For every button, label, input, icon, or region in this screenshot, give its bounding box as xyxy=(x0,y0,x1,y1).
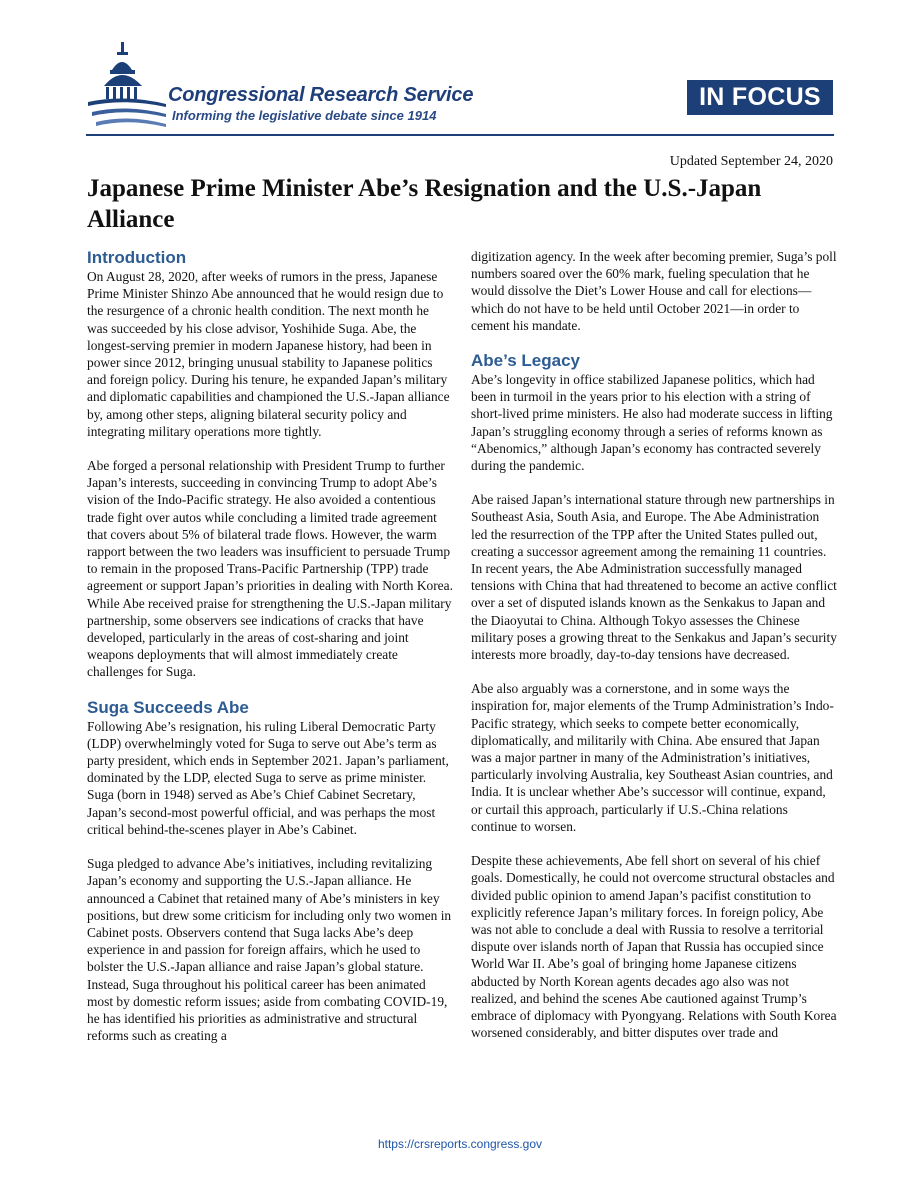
section-heading-suga-succeeds-abe: Suga Succeeds Abe xyxy=(87,697,249,717)
in-focus-badge: IN FOCUS xyxy=(687,80,833,115)
right-column xyxy=(471,248,837,1058)
paragraph: digitization agency. In the week after becoming premier, Suga’s poll numbers soared over the 60% mark, fueling speculation that he would dissolve the Diet’s Lower House and call for elections—which do not have to be held until October 2021—in order to cement his mandate. xyxy=(471,249,837,333)
paragraph: Suga pledged to advance Abe’s initiatives, including revitalizing Japan’s economy and supporting the U.S.-Japan alliance. He announced a Cabinet that retained many of Abe’s ministers in key positions, but drew some criticism for including only two women in Cabinet posts. Observers contend that Suga lacks Abe’s deep experience in and passion for foreign affairs, which he used to bolster the U.S.-Japan alliance and raise Japan’s global stature. Instead, Suga throughout his political career has been animated most by domestic reform issues; aside from combating COVID-19, he has identified his priorities as administrative and structural reforms such as creating a xyxy=(87,856,452,1044)
footer-link[interactable]: https://crsreports.congress.gov xyxy=(377,1137,543,1151)
page-header xyxy=(0,0,920,140)
paragraph: On August 28, 2020, after weeks of rumors in the press, Japanese Prime Minister Shinzo Abe announced that he would resign due to the resurgence of a chronic health condition. The next month he was succeeded by his close advisor, Yoshihide Suga. Abe, the longest-serving premier in modern Japanese history, had been in power since 2012, bringing unusual stability to Japanese politics and foreign policy. During his tenure, he expanded Japan’s military and diplomatic capabilities and championed the U.S.-Japan alliance by, among other steps, aligning bilateral security policy and integrating military operations more tightly. xyxy=(87,269,450,439)
paragraph: Following Abe’s resignation, his ruling Liberal Democratic Party (LDP) overwhelmingly voted for Suga to serve out Abe’s term as party president, which ends in September 2021. Japan’s parliament, dominated by the LDP, elected Suga to serve as prime minister. Suga (born in 1948) served as Abe’s Chief Cabinet Secretary, Japan’s second-most powerful official, and was perhaps the most critical behind-the-scenes player in Abe’s Cabinet. xyxy=(87,718,449,837)
page-title: Japanese Prime Minister Abe’s Resignation and the U.S.-Japan Alliance xyxy=(87,175,762,233)
left-column xyxy=(87,248,453,1061)
section-heading-abes-legacy: Abe’s Legacy xyxy=(471,351,580,371)
header-divider xyxy=(86,134,834,136)
org-tagline: Informing the legislative debate since 1914 xyxy=(172,108,437,123)
org-name: Congressional Research Service xyxy=(168,84,474,106)
capitol-dome-icon xyxy=(86,40,166,130)
paragraph: Abe’s longevity in office stabilized Japanese politics, which had been in turmoil in the years prior to his election with a string of short-lived prime ministers. He also had moderate success in lifting Japan’s struggling economy through a series of reforms known as “Abenomics,” although Japan’s economy has contracted severely during the pandemic. xyxy=(471,372,833,474)
section-heading-introduction: Introduction xyxy=(87,248,187,267)
paragraph: Abe forged a personal relationship with President Trump to further Japan’s interests, succeeding in convincing Trump to adopt Abe’s vision of the Indo-Pacific strategy. He also avoided a contentious trade fight over autos while concluding a limited trade agreement that covers about 5% of bilateral trade flows. However, the warm rapport between the two leaders was insufficient to persuade Trump to remain in the proposed Trans-Pacific Partnership (TPP) trade agreement or support Japan’s priorities in dealing with North Korea. While Abe received praise for strengthening the U.S.-Japan military partnership, some observers see indications of cracks that have developed, particularly in the areas of cost-sharing and joint weapons deployments that will almost immediately create challenges for Suga. xyxy=(87,458,453,680)
paragraph: Abe also arguably was a cornerstone, and in some ways the inspiration for, major elements of the Trump Administration’s Indo-Pacific strategy, which seeks to compete better economically, diplomatically, and militarily with China. Abe ensured that Japan was a major partner in many of the Administration’s initiatives, particularly involving Australia, key Southeast Asian countries, and India. It is unclear whether Abe’s successor will continue, expand, or curtail this approach, particularly if U.S.-China relations continue to worsen. xyxy=(471,681,834,834)
paragraph: Despite these achievements, Abe fell short on several of his chief goals. Domestically, he could not overcome structural obstacles and divided public opinion to amend Japan’s pacifist constitution to explicitly reference Japan’s military forces. In foreign policy, Abe was not able to conclude a deal with Russia to resolve a territorial dispute over islands north of Japan that Russia has occupied since World War II. Abe’s goal of bringing home Japanese citizens abducted by North Korean agents decades ago also was not realized, and behind the scenes Abe cautioned against Trump’s embrace of diplomacy with Pyongyang. Relations with South Korea worsened considerably, and bitter disputes over trade and xyxy=(471,853,837,1041)
updated-date: Updated September 24, 2020 xyxy=(669,154,833,169)
paragraph: Abe raised Japan’s international stature through new partnerships in Southeast Asia, South Asia, and Europe. The Abe Administration led the resurrection of the TPP after the United States pulled out, creating a successor agreement among the remaining 11 countries. In recent years, the Abe Administration successfully managed tensions with China that had threatened to become an active conflict over a set of disputed islands known as the Senkakus to Japan and the Diaoyutai to China. Although Tokyo assesses the Chinese military poses a growing threat to the Senkakus and Japan’s security interests more broadly, day-to-day tensions have decreased. xyxy=(471,492,837,663)
